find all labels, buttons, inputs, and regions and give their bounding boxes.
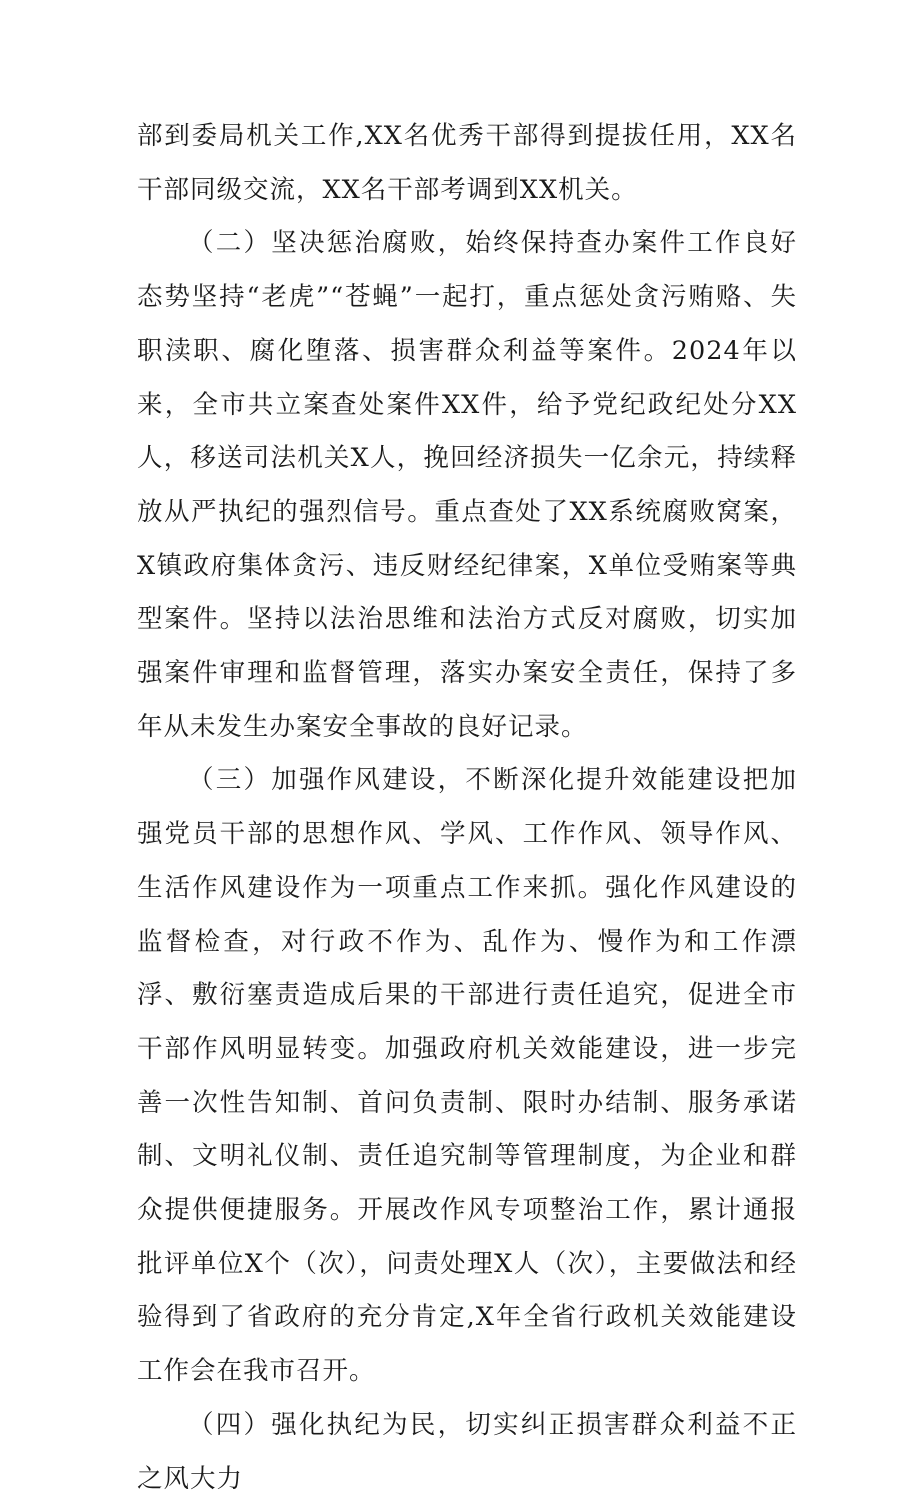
- paragraph-section-2: （二）坚决惩治腐败，始终保持查办案件工作良好态势坚持“老虎”“苍蝇”一起打，重点惩处贪污贿赂、失职渎职、腐化堕落、损害群众利益等案件。2024年以来，全市共立案查处案件XX件，给予党纪政纪处分XX人，移送司法机关X人，挽回经济损失一亿余元，持续释放从严执纪的强烈信号。重点查处了XX系统腐败窝案，X镇政府集体贪污、违反财经纪律案，X单位受贿案等典型案件。坚持以法治思维和法治方式反对腐败，切实加强案件审理和监督管理，落实办案安全责任，保持了多年从未发生办案安全事故的良好记录。: [137, 228, 797, 742]
- paragraph-section-3: （三）加强作风建设，不断深化提升效能建设把加强党员干部的思想作风、学风、工作作风、领导作风、生活作风建设作为一项重点工作来抓。强化作风建设的监督检查，对行政不作为、乱作为、慢作为和工作漂浮、敷衍塞责造成后果的干部进行责任追究，促进全市干部作风明显转变。加强政府机关效能建设，进一步完善一次性告知制、首问负责制、限时办结制、服务承诺制、文明礼仪制、责任追究制等管理制度，为企业和群众提供便捷服务。开展改作风专项整治工作，累计通报批评单位X个（次），问责处理X人（次），主要做法和经验得到了省政府的充分肯定,X年全省行政机关效能建设工作会在我市召开。: [137, 765, 797, 1387]
- paragraph-section-4: （四）强化执纪为民，切实纠正损害群众利益不正之风大力: [137, 1409, 797, 1494]
- document-body: [137, 110, 797, 1506]
- paragraph-continuation: 部到委局机关工作,XX名优秀干部得到提拔任用，XX名干部同级交流，XX名干部考调到XX机关。: [137, 121, 797, 205]
